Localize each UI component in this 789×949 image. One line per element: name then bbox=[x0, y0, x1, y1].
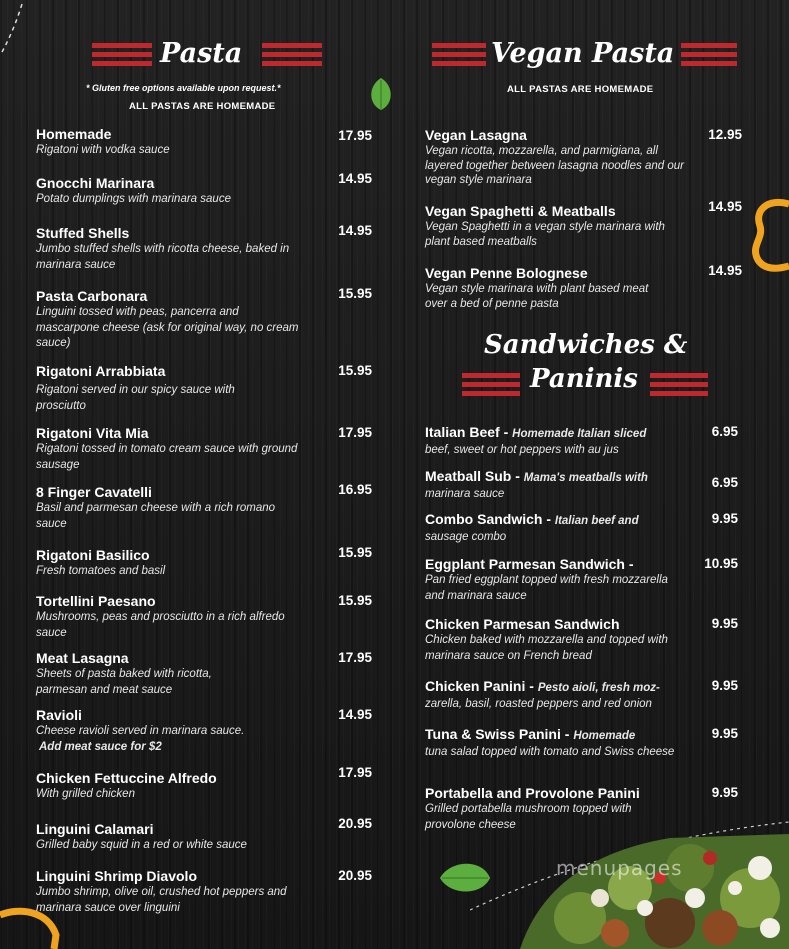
pasta-item bbox=[36, 868, 316, 916]
sandwich-item bbox=[425, 511, 680, 546]
item-desc: Basil and parmesan cheese with a rich romano sauce bbox=[36, 502, 276, 530]
item-desc-lead: Mama's meatballs with bbox=[523, 472, 648, 484]
pasta-item bbox=[36, 484, 276, 532]
sandwich-item bbox=[425, 424, 680, 459]
item-price: 15.95 bbox=[338, 286, 372, 301]
item-name: Rigatoni Arrabbiata bbox=[36, 363, 166, 379]
item-desc-lead: Homemade Italian sliced bbox=[512, 428, 647, 440]
pasta-item bbox=[36, 225, 301, 273]
item-price: 17.95 bbox=[338, 765, 372, 780]
sandwich-item bbox=[425, 678, 690, 713]
salad-photo bbox=[520, 828, 789, 949]
item-name: Gnocchi Marinara bbox=[36, 175, 155, 191]
item-name: Homemade bbox=[36, 126, 112, 142]
vegan-pasta-title: Vegan Pasta bbox=[491, 38, 675, 69]
item-name: Italian Beef - bbox=[425, 424, 509, 440]
stripe-decoration bbox=[462, 373, 520, 400]
sandwich-item bbox=[425, 468, 680, 503]
stripe-decoration bbox=[650, 373, 708, 400]
item-desc: With grilled chicken bbox=[36, 788, 135, 800]
stripe-decoration bbox=[262, 43, 322, 70]
item-price: 15.95 bbox=[338, 545, 372, 560]
item-name: Chicken Panini - bbox=[425, 678, 534, 694]
item-name: Meat Lasagna bbox=[36, 650, 129, 666]
item-price: 17.95 bbox=[338, 128, 372, 143]
item-desc: Vegan style marinara with plant based meat over a bed of penne pasta bbox=[425, 283, 649, 310]
item-price: 15.95 bbox=[338, 593, 372, 608]
item-desc: Jumbo shrimp, olive oil, crushed hot peppers and marinara sauce over linguini bbox=[36, 886, 287, 914]
item-name: Chicken Parmesan Sandwich bbox=[425, 616, 620, 632]
item-desc: marinara sauce bbox=[425, 488, 505, 500]
item-desc-lead: Pesto aioli, fresh moz- bbox=[537, 682, 660, 694]
sandwich-item bbox=[425, 556, 680, 604]
item-price: 14.95 bbox=[708, 199, 742, 214]
item-price: 17.95 bbox=[338, 650, 372, 665]
item-name: Rigatoni Vita Mia bbox=[36, 425, 149, 441]
item-desc: Vegan Spaghetti in a vegan style marinara with plant based meatballs bbox=[425, 221, 665, 248]
item-name: Linguini Calamari bbox=[36, 821, 154, 837]
item-name: Combo Sandwich - bbox=[425, 511, 551, 527]
item-desc: Linguini tossed with peas, pancerra and mascarpone cheese (ask for original way, no cream sauce) bbox=[36, 306, 299, 349]
stripe-decoration bbox=[92, 43, 152, 70]
pasta-item bbox=[36, 175, 316, 208]
item-name: Vegan Penne Bolognese bbox=[425, 265, 588, 281]
item-name: Linguini Shrimp Diavolo bbox=[36, 868, 197, 884]
item-price: 9.95 bbox=[711, 785, 738, 800]
item-price: 9.95 bbox=[711, 678, 738, 693]
item-price: 17.95 bbox=[338, 425, 372, 440]
item-price: 6.95 bbox=[711, 475, 738, 490]
item-price: 14.95 bbox=[338, 707, 372, 722]
item-desc: Sheets of pasta baked with ricotta, parmesan and meat sauce bbox=[36, 668, 212, 696]
item-desc: Jumbo stuffed shells with ricotta cheese, baked in marinara sauce bbox=[36, 243, 290, 271]
item-desc: Rigatoni tossed in tomato cream sauce with ground sausage bbox=[36, 443, 298, 471]
item-price: 15.95 bbox=[338, 363, 372, 378]
item-name: Vegan Lasagna bbox=[425, 127, 527, 143]
item-desc: Rigatoni with vodka sauce bbox=[36, 144, 170, 156]
paninis-title: Paninis bbox=[530, 364, 638, 394]
sandwich-item bbox=[425, 785, 685, 833]
item-price: 9.95 bbox=[711, 511, 738, 526]
item-price: 14.95 bbox=[338, 171, 372, 186]
item-price: 9.95 bbox=[711, 616, 738, 631]
item-name: Eggplant Parmesan Sandwich - bbox=[425, 556, 634, 572]
pasta-item bbox=[36, 650, 251, 698]
watermark-text: menupages bbox=[556, 856, 683, 880]
item-desc-lead: Homemade bbox=[573, 730, 636, 742]
item-price: 14.95 bbox=[338, 223, 372, 238]
item-desc: Mushrooms, peas and prosciutto in a rich alfredo sauce bbox=[36, 611, 285, 639]
pasta-title: Pasta bbox=[160, 38, 243, 69]
item-desc: zarella, basil, roasted peppers and red onion bbox=[425, 698, 652, 710]
vegan-item bbox=[425, 127, 685, 188]
item-desc: Grilled baby squid in a red or white sauce bbox=[36, 839, 247, 851]
pasta-item bbox=[36, 425, 306, 473]
item-name: Chicken Fettuccine Alfredo bbox=[36, 770, 217, 786]
item-name: Rigatoni Basilico bbox=[36, 547, 150, 563]
item-desc: Potato dumplings with marinara sauce bbox=[36, 193, 231, 205]
stripe-decoration bbox=[681, 43, 737, 70]
pasta-item bbox=[36, 821, 321, 854]
item-price: 9.95 bbox=[711, 726, 738, 741]
item-price: 12.95 bbox=[708, 127, 742, 142]
pasta-item bbox=[36, 593, 291, 641]
basil-leaf-icon-bottom bbox=[438, 858, 492, 898]
sandwiches-title: Sandwiches & bbox=[484, 330, 688, 360]
item-price: 10.95 bbox=[704, 556, 738, 571]
item-name: Tuna & Swiss Panini - bbox=[425, 726, 570, 742]
pasta-item bbox=[36, 288, 304, 352]
item-desc: Grilled portabella mushroom topped with provolone cheese bbox=[425, 803, 632, 831]
sandwich-item bbox=[425, 726, 675, 761]
pasta-homemade-note: ALL PASTAS ARE HOMEMADE bbox=[129, 101, 276, 112]
item-price: 20.95 bbox=[338, 868, 372, 883]
pasta-item bbox=[36, 770, 316, 803]
item-name: Portabella and Provolone Panini bbox=[425, 785, 640, 801]
item-name: Meatball Sub - bbox=[425, 468, 520, 484]
pasta-item bbox=[36, 126, 316, 159]
pepper-ring-icon bbox=[748, 196, 789, 276]
item-price: 20.95 bbox=[338, 816, 372, 831]
pasta-item bbox=[36, 363, 271, 414]
item-desc: Rigatoni served in our spicy sauce with prosciutto bbox=[36, 384, 235, 412]
stripe-decoration bbox=[432, 43, 486, 70]
item-desc-extra: Add meat sauce for $2 bbox=[39, 740, 162, 753]
pasta-item bbox=[36, 707, 316, 755]
sandwich-item bbox=[425, 616, 685, 664]
dashed-curve-decoration bbox=[0, 0, 60, 60]
item-desc: Cheese ravioli served in marinara sauce. bbox=[36, 725, 245, 737]
item-desc: Fresh tomatoes and basil bbox=[36, 565, 166, 577]
vegan-homemade-note: ALL PASTAS ARE HOMEMADE bbox=[507, 84, 654, 95]
item-name: 8 Finger Cavatelli bbox=[36, 484, 152, 500]
vegan-item bbox=[425, 203, 690, 249]
item-price: 16.95 bbox=[338, 482, 372, 497]
item-name: Pasta Carbonara bbox=[36, 288, 148, 304]
item-price: 6.95 bbox=[711, 424, 738, 439]
item-price: 14.95 bbox=[708, 263, 742, 278]
item-desc: beef, sweet or hot peppers with au jus bbox=[425, 444, 619, 456]
item-name: Vegan Spaghetti & Meatballs bbox=[425, 203, 616, 219]
basil-leaf-icon bbox=[366, 76, 396, 112]
item-desc: tuna salad topped with tomato and Swiss cheese bbox=[425, 746, 675, 758]
gluten-free-note: * Gluten free options available upon request.* bbox=[86, 83, 281, 93]
item-desc-lead: Italian beef and bbox=[554, 515, 639, 527]
item-desc: Pan fried eggplant topped with fresh mozzarella and marinara sauce bbox=[425, 574, 668, 602]
item-desc: Vegan ricotta, mozzarella, and parmigiana, all layered together between lasagna noodles and our vegan style marinara bbox=[425, 145, 684, 186]
pasta-item bbox=[36, 547, 306, 580]
item-name: Ravioli bbox=[36, 707, 82, 723]
item-desc: Chicken baked with mozzarella and topped with marinara sauce on French bread bbox=[425, 634, 668, 662]
vegan-item bbox=[425, 265, 665, 311]
item-name: Tortellini Paesano bbox=[36, 593, 156, 609]
item-name: Stuffed Shells bbox=[36, 225, 130, 241]
item-desc: sausage combo bbox=[425, 531, 507, 543]
